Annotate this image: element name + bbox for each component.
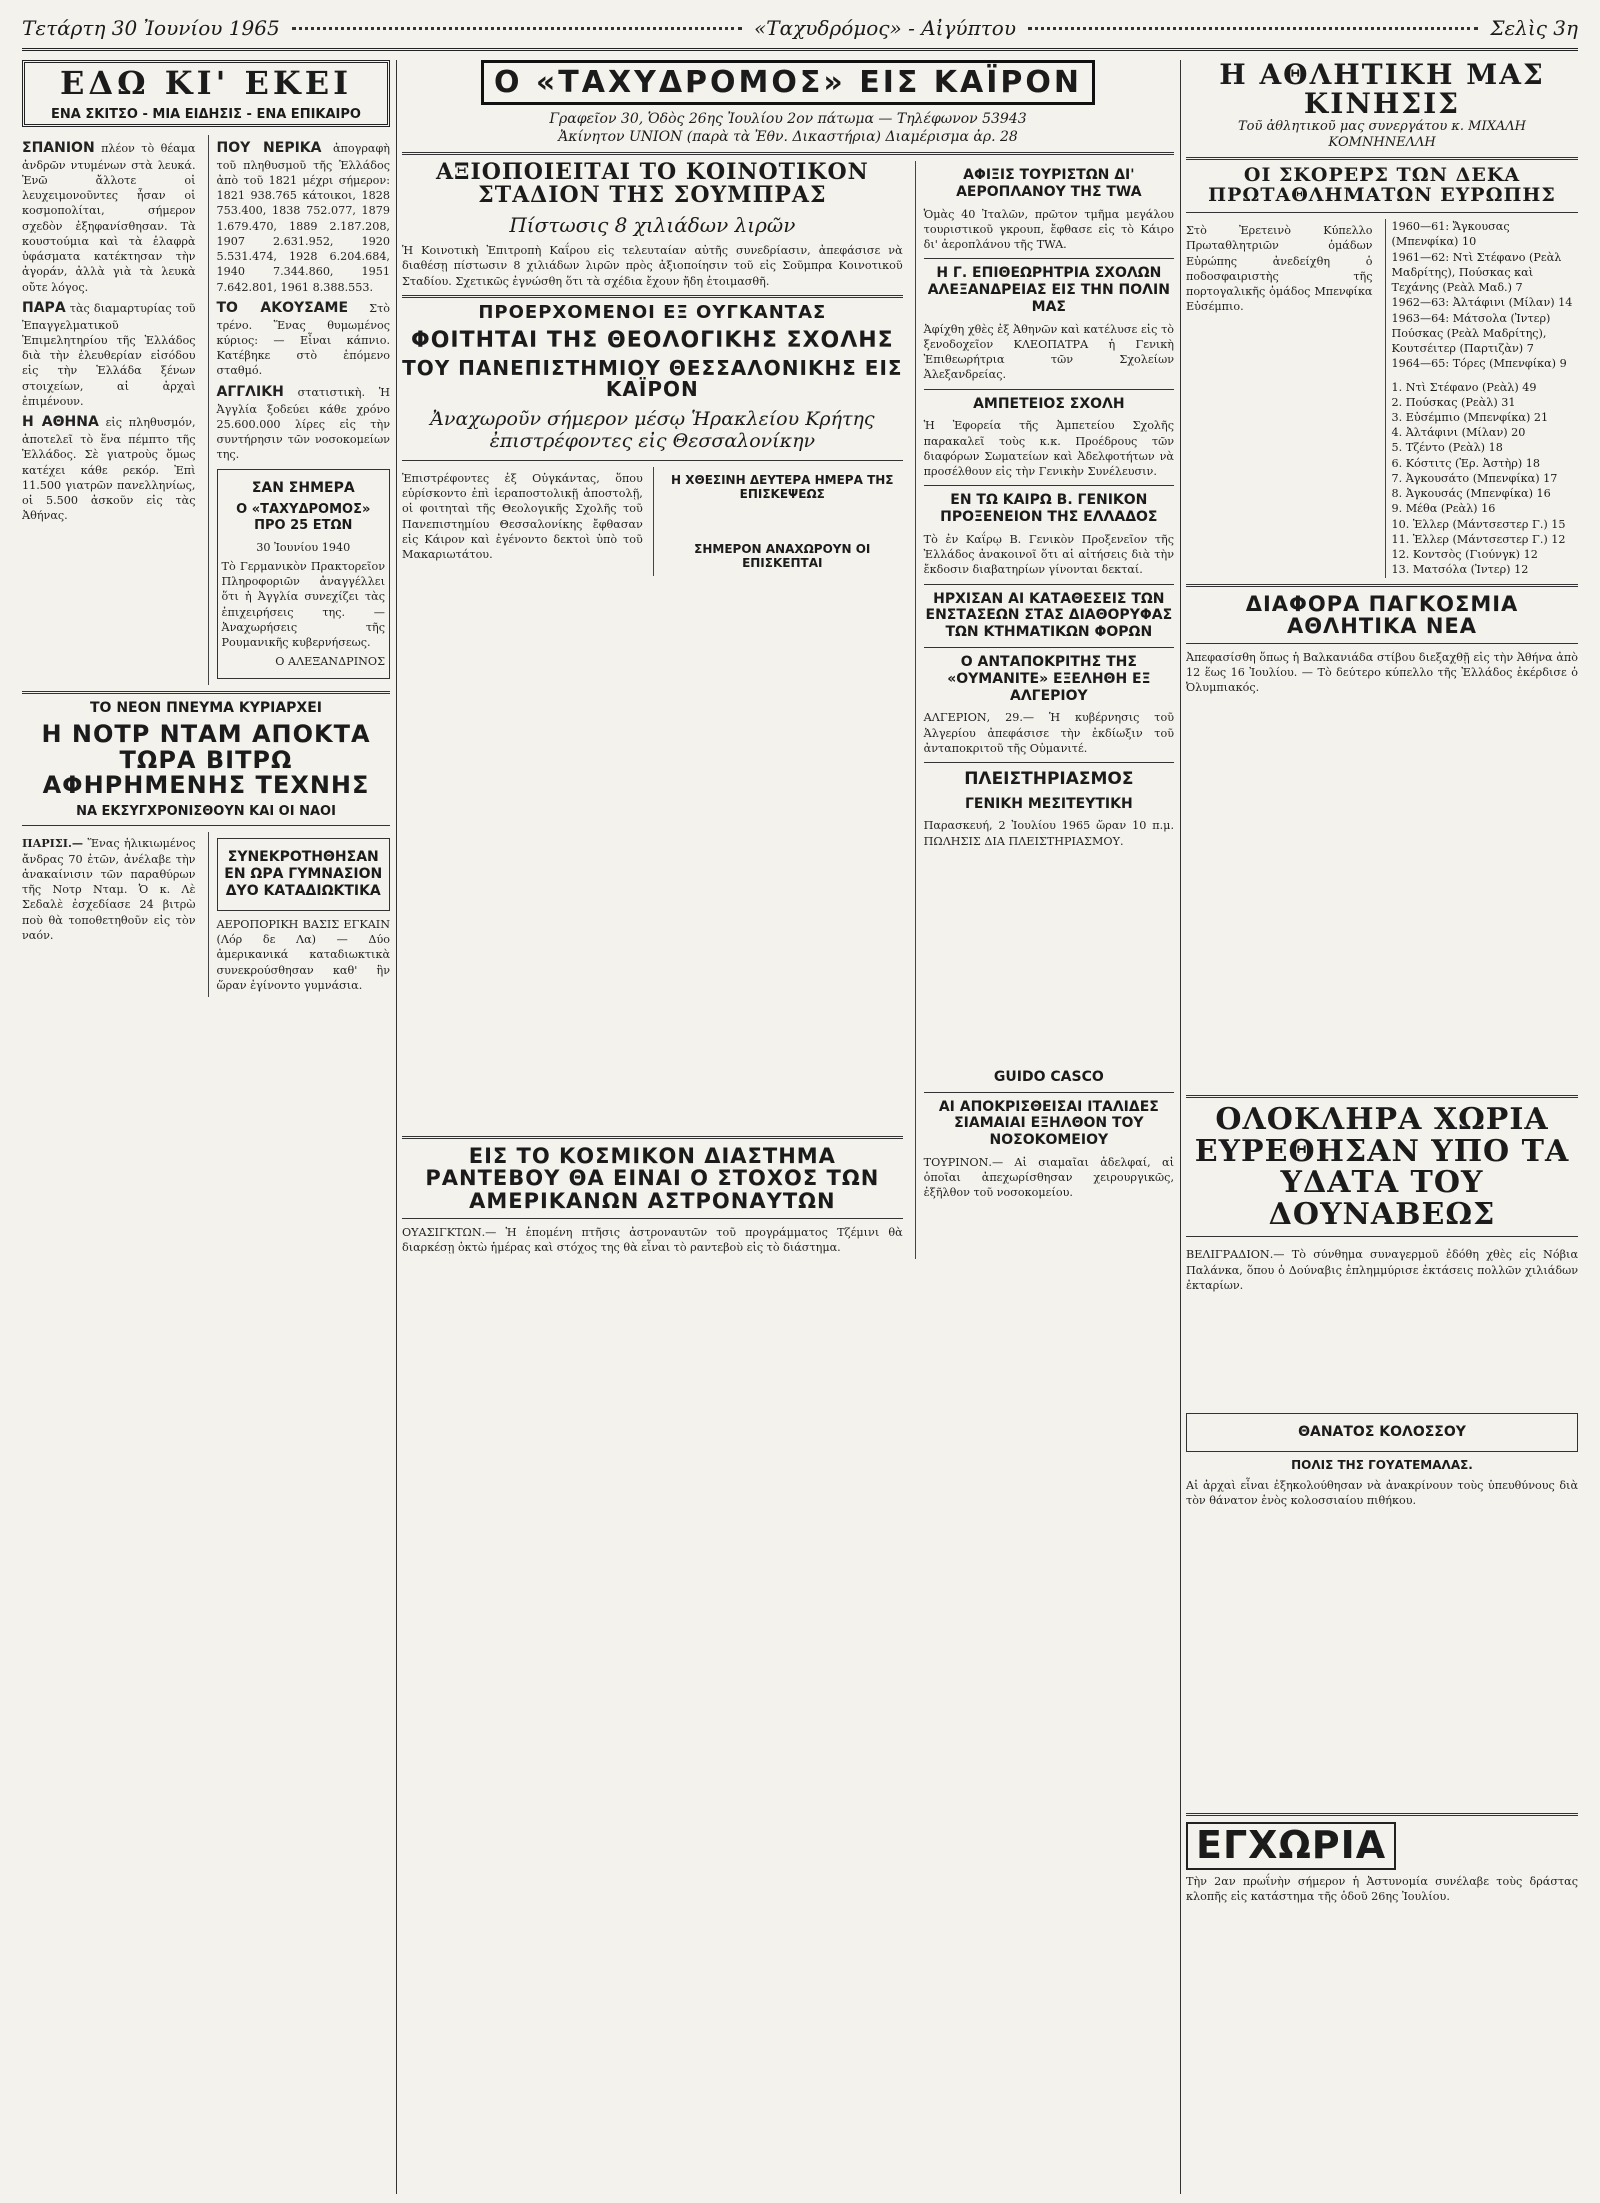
tally-row: 12. Κοντσὸς (Γιούνγκ) 12 — [1391, 548, 1538, 562]
article: Ὁμὰς 40 Ἰταλῶν, πρῶτον τμῆμα μεγάλου τουριστικοῦ γκρουπ, ἔφθασε εἰς τὸ Κάιρο δι' ἀεροπλάνου τῆς TWA. — [923, 207, 1174, 252]
scorer-row: 1962—63: Ἀλτάφινι (Μίλαν) 14 — [1391, 296, 1573, 310]
news-head: ΠΛΕΙΣΤΗΡΙΑΣΜΟΣ — [964, 769, 1134, 790]
dateline: ΠΟΛΙΣ ΤΗΣ ΓΟΥΑΤΕΜΑΛΑΣ. — [1291, 1457, 1473, 1472]
article: ΑΕΡΟΠΟΡΙΚΗ ΒΑΣΙΣ ΕΓΚΑΙΝ (Λόρ δε Λα) — Δύο ἀμερικανικά καταδιωκτικὰ συνεκρούσθησαν καθ' ἣν ὥραν ἐγίνοντο γυμνάσια. — [216, 917, 390, 992]
headline: ΑΞΙΟΠΟΙΕΙΤΑΙ ΤΟ ΚΟΙΝΟΤΙΚΟΝ ΣΤΑΔΙΟΝ ΤΗΣ ΣΟΥΜΠΡΑΣ — [435, 159, 869, 209]
anniversary-box: ΣΑΝ ΣΗΜΕΡΑ Ο «ΤΑΧΥΔΡΟΜΟΣ» ΠΡΟ 25 ΕΤΩΝ 30 Ἰουνίου 1940 Τὸ Γερμανικὸν Πρακτορεῖον Πληροφοριῶν ἀναγγέλλει ὅτι ἡ Ἀγγλία συνεχίζει τὰς ἐπιχειρήσεις της. — Ἀναχωρήσεις τῆς Ρουμανικῆς κυβερνήσεως. Ο ΑΛΕΞΑΝΔΡΙΝΟΣ — [217, 469, 391, 679]
article: ΒΕΛΙΓΡΑΔΙΟΝ.— Τὸ σύνθημα συναγερμοῦ ἐδόθη χθὲς εἰς Νόβια Παλάνκα, ὅπου ὁ Δούναβις ἐπλημμύρισε ἐκτάσεις πολλῶν χιλιάδων ἐκταρίων. — [1186, 1248, 1578, 1292]
scorer-row: 1963—64: Μάτσολα (Ἰντερ) Πούσκας (Ρεὰλ Μαδρίτης), Κουτσέιτερ (Παρτιζὰν) 7 — [1391, 311, 1551, 356]
tally-row: 4. Ἀλτάφινι (Μίλαν) 20 — [1391, 426, 1526, 440]
article: Παρασκευή, 2 Ἰουλίου 1965 ὥραν 10 π.μ. ΠΩΛΗΣΙΣ ΔΙΑ ΠΛΕΙΣΤΗΡΙΑΣΜΟΥ. — [923, 819, 1174, 848]
article: Τὴν 2αν πρωΐνὴν σήμερον ἡ Ἀστυνομία συνέλαβε τοὺς δράστας κλοπῆς εἰς κατάστημα τῆς ὁδοῦ 26ης Ἰουλίου. — [1186, 1874, 1578, 1903]
tally-row: 13. Ματσόλα (Ἰντερ) 12 — [1391, 563, 1529, 577]
tally-row: 11. Ἐλλερ (Μάντσεστερ Γ.) 12 — [1391, 532, 1566, 546]
article: ΤΟ ΑΚΟΥΣΑΜΕ Στὸ τρένο. Ἕνας θυμωμένος κύριος: — Εἶναι κάπνιο. Κατέβηκε στὸ ἑπόμενο σταθμό. — [216, 299, 390, 378]
headline: ΦΟΙΤΗΤΑΙ ΤΗΣ ΘΕΟΛΟΓΙΚΗΣ ΣΧΟΛΗΣ — [411, 327, 894, 353]
tally-row: 10. Ἐλλερ (Μάντσεστερ Γ.) 15 — [1391, 517, 1566, 531]
article: ΑΛΓΕΡΙΟΝ, 29.— Ἡ κυβέρνησις τοῦ Ἀλγερίου ἀπεφάσισε τὴν ἐκδίωξιν τοῦ ἀνταποκριτοῦ τῆς Οὑμανιτέ. — [923, 711, 1174, 755]
headline: ΠΡΟΕΡΧΟΜΕΝΟΙ ΕΞ ΟΥΓΚΑΝΤΑΣ — [478, 301, 827, 323]
masthead — [22, 8, 1578, 51]
masthead-rule — [1028, 27, 1478, 30]
article: ΤΟΥΡΙΝΟΝ.— Αἱ σιαμαῖαι ἀδελφαί, αἱ ὁποῖαι ἀπεχωρίσθησαν χειρουργικῶς, ἐξῆλθον τοῦ νοσοκομείου. — [923, 1155, 1174, 1200]
headline: ΤΟΥ ΠΑΝΕΠΙΣΤΗΜΙΟΥ ΘΕΣΣΑΛΟΝΙΚΗΣ ΕΙΣ ΚΑΪΡΟΝ — [402, 355, 903, 401]
article: Τὸ ἐν Καΐρῳ Β. Γενικὸν Προξενεῖον τῆς Ἑλλάδος ἀνακοινοῖ ὅτι αἱ αἰτήσεις διὰ τὴν ἔκδοσιν διαβατηρίων γίνονται δεκταί. — [923, 532, 1174, 577]
column-rule — [1180, 60, 1181, 2194]
headline: ΟΙ ΣΚΟΡΕΡΣ ΤΩΝ ΔΕΚΑ ΠΡΩΤΑΘΛΗΜΑΤΩΝ ΕΥΡΩΠΗΣ — [1208, 164, 1556, 207]
tally-row: 5. Τζέντο (Ρεὰλ) 18 — [1391, 441, 1503, 455]
subheadline: ΣΗΜΕΡΟΝ ΑΝΑΧΩΡΟΥΝ ΟΙ ΕΠΙΣΚΕΠΤΑΙ — [694, 541, 871, 571]
scorer-row: 1960—61: Ἄγκουσας (Μπενφίκα) 10 — [1391, 220, 1510, 249]
news-head: ΕΝ ΤΩ ΚΑΙΡΩ Β. ΓΕΝΙΚΟΝ ΠΡΟΞΕΝΕΙΟΝ ΤΗΣ ΕΛΛΑΔΟΣ — [940, 492, 1158, 526]
byline: Τοῦ ἀθλητικοῦ μας συνεργάτου κ. ΜΙΧΑΛΗ ΚΟΜΝΗΝΕΛΛΗ — [1238, 118, 1526, 151]
headline: ΟΛΟΚΛΗΡΑ ΧΩΡΙΑ ΕΥΡΕΘΗΣΑΝ ΥΠΟ ΤΑ ΥΔΑΤΑ ΤΟΥ ΔΟΥΝΑΒΕΩΣ — [1194, 1102, 1570, 1232]
article: Στὸ Ἐρετεινὸ Κύπελλο Πρωταθλητριῶν ὁμάδων Εὐρώπης ἀνεδείχθη ὁ ποδοσφαιριστὴς τῆς πορτογαλικῆς ὁμάδος Μπενφίκα Εὐσέμπιο. — [1186, 224, 1373, 314]
subheadline: Πίστωσις 8 χιλιάδων λιρῶν — [509, 213, 796, 238]
section-title: Ο «ΤΑΧΥΔΡΟΜΟΣ» ΕΙΣ ΚΑΪΡΟΝ — [481, 60, 1095, 105]
news-head: Ο ΑΝΤΑΠΟΚΡΙΤΗΣ ΤΗΣ «ΟΥΜΑΝΙΤΕ» ΕΞΕΛΗΘΗ ΕΞ ΑΛΓΕΡΙΟΥ — [947, 654, 1151, 704]
tally-row: 1. Ντὶ Στέφανο (Ρεὰλ) 49 — [1391, 380, 1537, 394]
subheadline: Ἀναχωροῦν σήμερον μέσῳ Ἡρακλείου Κρήτης ἐπιστρέφοντες εἰς Θεσσαλονίκην — [430, 407, 875, 452]
headline: ΕΓΧΩΡΙΑ — [1186, 1822, 1396, 1870]
news-box: ΣΥΝΕΚΡΟΤΗΘΗΣΑΝ ΕΝ ΩΡΑ ΓΥΜΝΑΣΙΟΝ ΔΥΟ ΚΑΤΑΔΙΩΚΤΙΚΑ — [217, 838, 391, 910]
article: Αἱ ἀρχαὶ εἶναι ἐξηκολούθησαν νὰ ἀνακρίνουν τοὺς ὑπευθύνους διὰ τὸν θάνατον ἑνὸς κολοσσιαίου πιθήκου. — [1186, 1479, 1578, 1508]
news-head: ΑΙ ΑΠΟΚΡΙΣΘΕΙΣΑΙ ΙΤΑΛΙΔΕΣ ΣΙΑΜΑΙΑΙ ΕΞΗΛΘΟΝ ΤΟΥ ΝΟΣΟΚΟΜΕΙΟΥ — [938, 1098, 1159, 1149]
article: ΣΠΑΝΙΟΝ πλέον τὸ θέαμα ἀνδρῶν ντυμένων στὰ λευκά. Ἐνῶ ἄλλοτε οἱ λευχειμονοῦντες ἦσαν οἱ κοσμοπολίται, σήμερον σχεδὸν ἐξηφανίσθησαν. Τὰ κουστούμια καὶ τὰ ἐλαφρὰ ὑφάσματα κατέκτησαν τὴν ἀγοράν, ἀλλὰ γιὰ τὰ λευκὰ οὔτε λόγος. — [22, 139, 196, 294]
subheadline: ΝΑ ΕΚΣΥΓΧΡΟΝΙΣΘΟΥΝ ΚΑΙ ΟΙ ΝΑΟΙ — [76, 803, 336, 819]
headline: ΔΙΑΦΟΡΑ ΠΑΓΚΟΣΜΙΑ ΑΘΛΗΤΙΚΑ ΝΕΑ — [1245, 591, 1519, 638]
issue-date: Τετάρτη 30 Ἰουνίου 1965 — [22, 16, 280, 40]
headline: Η ΝΟΤΡ ΝΤΑΜ ΑΠΟΚΤΑ ΤΩΡΑ ΒΙΤΡΩ ΑΦΗΡΗΜΕΝΗΣ ΤΕΧΝΗΣ — [41, 720, 371, 799]
news-head: Η Γ. ΕΠΙΘΕΩΡΗΤΡΙΑ ΣΧΟΛΩΝ ΑΛΕΞΑΝΔΡΕΙΑΣ ΕΙΣ ΤΗΝ ΠΟΛΙΝ ΜΑΣ — [927, 265, 1170, 315]
headline: ΕΙΣ ΤΟ ΚΟΣΜΙΚΟΝ ΔΙΑΣΤΗΜΑ ΡΑΝΤΕΒΟΥ ΘΑ ΕΙΝΑΙ Ο ΣΤΟΧΟΣ ΤΩΝ ΑΜΕΡΙΚΑΝΩΝ ΑΣΤΡΟΝΑΥΤΩΝ — [425, 1144, 880, 1213]
article: ΠΑΡΑ τὰς διαμαρτυρίας τοῦ Ἐπαγγελματικοῦ Ἐπιμελητηρίου τῆς Ἑλλάδος διὰ τὴν ἐλευθερίαν εἰσόδου εἰς τὴν Ἑλλάδα ξένων στοιχείων, αἱ ἀρχαὶ ἐπιμένουν. — [22, 299, 196, 408]
column-right — [1186, 60, 1578, 2194]
tally-row: 6. Κόστιτς (Ἐρ. Ἀστὴρ) 18 — [1391, 456, 1540, 470]
section-title: Η ΑΘΛΗΤΙΚΗ ΜΑΣ ΚΙΝΗΣΙΣ — [1219, 60, 1545, 121]
news-head: ΑΦΙΞΙΣ ΤΟΥΡΙΣΤΩΝ ΔΙ' ΑΕΡΟΠΛΑΝΟΥ ΤΗΣ TWA — [956, 167, 1142, 200]
section-subtitle: ΕΝΑ ΣΚΙΤΣΟ - ΜΙΑ ΕΙΔΗΣΙΣ - ΕΝΑ ΕΠΙΚΑΙΡΟ — [51, 106, 361, 122]
tally-row: 9. Μέθα (Ρεὰλ) 16 — [1391, 502, 1496, 516]
article: Ἀπεφασίσθη ὅπως ἡ Βαλκανιάδα στίβου διεξαχθῇ εἰς τὴν Ἀθήνα ἀπὸ 12 ἕως 16 Ἰουλίου. — Τὸ δεύτερο κύπελλο τῆς Ἐλλάδος ἐκέρδισε ὁ Ὀλυμπιακός. — [1186, 650, 1578, 695]
tally-row: 8. Ἀγκουσάς (Μπενφίκα) 16 — [1391, 487, 1551, 501]
news-box: ΘΑΝΑΤΟΣ ΚΟΛΟΣΣΟΥ — [1186, 1413, 1578, 1452]
article: ΠΟΥ ΝΕΡΙΚΑ ἀπογραφὴ τοῦ πληθυσμοῦ τῆς Ἑλλάδος ἀπὸ τοῦ 1821 μέχρι σήμερον: 1821 938.765 κάτοικοι, 1828 753.400, 1838 752.077, 1879 1.679.470, 1889 2.187.208, 1907 2.631.952, 1920 5.531.474, 1928 6.204.684, 1940 7.344.860, 1951 7.642.801, 1961 8.388.553. — [216, 139, 390, 294]
column-center — [402, 60, 1174, 2194]
scorer-row: 1961—62: Ντὶ Στέφανο (Ρεὰλ Μαδρίτης), Πούσκας καὶ Τεχάνης (Ρεὰλ Μαδ.) 7 — [1391, 250, 1562, 295]
subheadline: Η ΧΘΕΣΙΝΗ ΔΕΥΤΕΡΑ ΗΜΕΡΑ ΤΗΣ ΕΠΙΣΚΕΨΕΩΣ — [671, 472, 894, 502]
scorer-list — [1392, 219, 1579, 371]
article: ΠΑΡΙΣΙ.— Ἕνας ἡλικιωμένος ἄνδρας 70 ἐτῶν, ἀνέλαβε τὴν ἀνακαίνισιν τῶν παραθύρων τῆς Νοτρ Νταμ. Ὁ κ. Λὲ Σεδαλὲ ἐσχεδίασε 24 βιτρὼ ποὺ θὰ τοποθετηθοῦν εἰς τὸν ναόν. — [22, 836, 196, 942]
tally-list — [1392, 380, 1579, 578]
section-title: ΕΔΩ ΚΙ' ΕΚΕΙ — [59, 64, 353, 102]
tally-row: 7. Ἀγκουσάτο (Μπενφίκα) 17 — [1391, 471, 1558, 485]
tally-row: 2. Πούσκας (Ρεὰλ) 31 — [1391, 395, 1516, 409]
paper-name: «Ταχυδρόμος» - Αἰγύπτου — [754, 16, 1016, 40]
tally-row: 3. Εὐσέμπιο (Μπενφίκα) 21 — [1391, 410, 1549, 424]
article: Ἐπιστρέφοντες ἐξ Οὐγκάντας, ὅπου εὑρίσκοντο ἐπὶ ἱεραποστολικῇ ἀποστολῇ, οἱ φοιτηταὶ τῆς Θεολογικῆς Σχολῆς τοῦ Πανεπιστημίου Θεσσαλονίκης ἔφθασαν εἰς Κάιρον καὶ ἐγένοντο δεκτοὶ ὑπὸ τοῦ Μακαριωτάτου. — [402, 471, 643, 562]
article: Η ΑΘΗΝΑ εἰς πληθυσμόν, ἀποτελεῖ τὸ ἕνα πέμπτο τῆς Ἑλλάδος. Σὲ γιατροὺς ὅμως κατέχει κάθε ρεκόρ. Ἐπὶ 11.500 γιατρῶν πανελληνίως, οἱ 5.500 ἀσκοῦν εἰς τὰς Ἀθήνας. — [22, 414, 196, 523]
news-head: ΗΡΧΙΣΑΝ ΑΙ ΚΑΤΑΘΕΣΕΙΣ ΤΩΝ ΕΝΣΤΑΣΕΩΝ ΣΤΑΣ ΔΙΑΘΟΡΥΦΑΣ ΤΩΝ ΚΤΗΜΑΤΙΚΩΝ ΦΟΡΩΝ — [925, 590, 1173, 641]
column-rule — [396, 60, 397, 2194]
news-head: ΓΕΝΙΚΗ ΜΕΣΙΤΕΥΤΙΚΗ — [964, 795, 1133, 812]
article: ΑΓΓΛΙΚΗ στατιστικὴ. Ἡ Ἀγγλία ξοδεύει κάθε χρόνο 25.600.000 λίρες εἰς τὴν συντήρησιν τῶν νοσοκομείων της. — [216, 383, 390, 462]
office-address: Ἀκίνητον UNION (παρὰ τὰ Ἐθν. Δικαστήρια) Διαμέρισμα ἀρ. 28 — [558, 128, 1018, 145]
masthead-rule — [292, 27, 742, 30]
page-number: Σελὶς 3η — [1490, 16, 1579, 40]
article: Ἡ Ἐφορεία τῆς Ἀμπετείου Σχολῆς παρακαλεῖ τοὺς κ.κ. Προέδρους τῶν διαφόρων Σωματείων καὶ Ἀδελφοτήτων νὰ προσέλθουν εἰς τὴν Γενικὴν Συνέλευσιν. — [923, 419, 1174, 479]
scorer-row: 1964—65: Τόρες (Μπενφίκα) 9 — [1391, 357, 1567, 371]
newspaper-page — [22, 8, 1578, 2194]
article: ΟΥΑΣΙΓΚΤΩΝ.— Ἡ ἑπομένη πτῆσις ἀστροναυτῶν τοῦ προγράμματος Τζέμινι θὰ διαρκέσῃ ὀκτὼ ἡμέρας καὶ στόχος της θὰ εἶναι τὸ ραντεβοὺ εἰς τὸ διάστημα. — [402, 1225, 903, 1254]
article: Ἡ Κοινοτικὴ Ἐπιτροπὴ Καΐρου εἰς τελευταίαν αὐτῆς συνεδρίασιν, ἀπεφάσισε νὰ διαθέσῃ πίστωσιν 8 χιλιάδων λιρῶν πρὸς ἀξιοποίησιν τοῦ εἰς Σοῦμπρα Κοινοτικοῦ Σταδίου. Σχετικῶς ἐγνώσθη ὅτι τὰ σχέδια ἔχουν ἤδη ἑτοιμασθῆ. — [402, 244, 903, 288]
section-header — [22, 60, 390, 127]
column-left — [22, 60, 390, 2194]
signature: GUIDO CASCO — [993, 1068, 1104, 1085]
rule-head: ΤΟ ΝΕΟΝ ΠΝΕΥΜΑ ΚΥΡΙΑΡΧΕΙ — [90, 699, 322, 716]
article: Ἀφίχθη χθὲς ἐξ Ἀθηνῶν καὶ κατέλυσε εἰς τὸ ξενοδοχεῖον ΚΛΕΟΠΑΤΡΑ ἡ Γενικὴ Ἐπιθεωρήτρια τῶν Σχολείων Ἀλεξανδρείας. — [923, 322, 1174, 382]
news-head: ΑΜΠΕΤΕΙΟΣ ΣΧΟΛΗ — [973, 395, 1125, 412]
office-address: Γραφεῖον 30, Ὁδὸς 26ης Ἰουλίου 2ον πάτωμα — Τηλέφωνον 53943 — [549, 111, 1027, 127]
